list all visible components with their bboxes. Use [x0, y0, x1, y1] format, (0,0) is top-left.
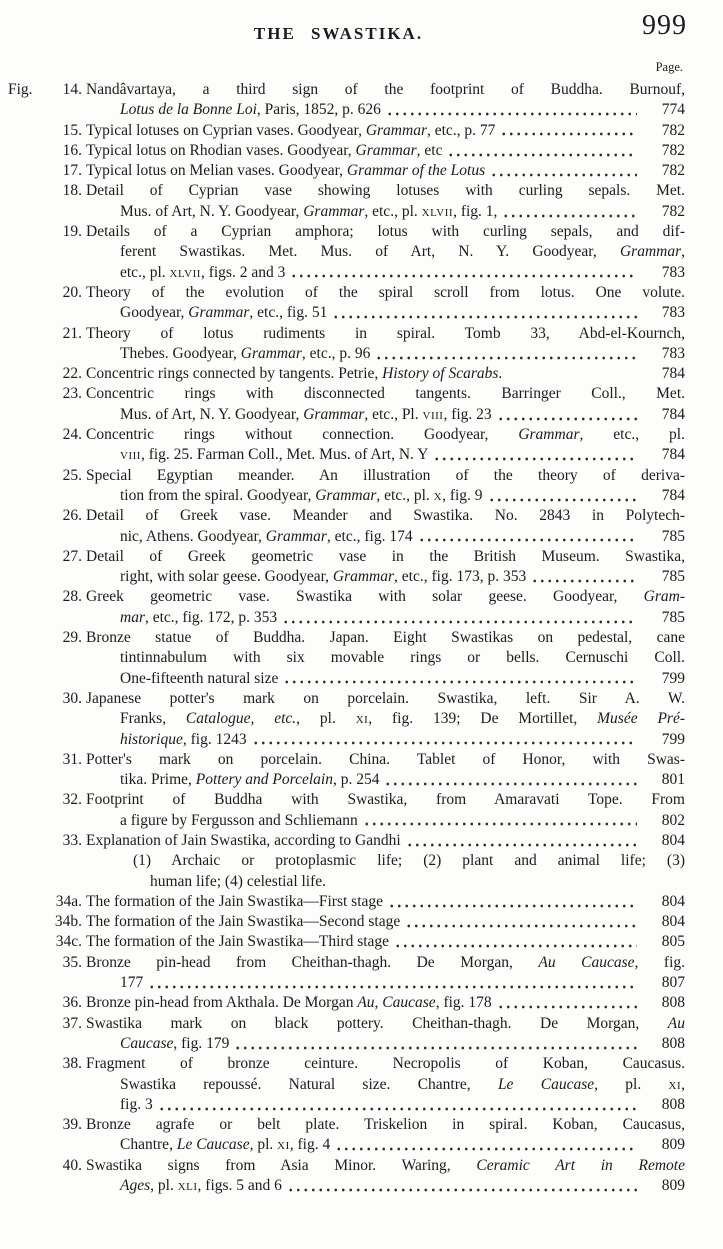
entry-line [62, 506, 685, 526]
figure-entry-24 [62, 425, 685, 466]
entry-line [86, 1034, 685, 1054]
entry-text: Mus. of Art, N. Y. Goodyear, Grammar, etc., pl. xlvii, fig. 1, [120, 202, 498, 220]
entry-text: One-fifteenth natural size [120, 669, 279, 687]
figure-number: 33. [62, 831, 82, 849]
page-ref: 785 [661, 568, 685, 586]
entry-line [86, 1135, 685, 1155]
figure-entry-39 [62, 1115, 685, 1156]
figure-number: 28. [62, 588, 82, 606]
figure-number: 34a. [55, 892, 82, 910]
dot-leader [282, 608, 637, 628]
entry-line [86, 445, 685, 465]
entry-line [86, 100, 685, 120]
figure-number: 23. [62, 385, 82, 403]
figure-number: 34c. [55, 933, 82, 951]
entry-text: Bronze pin-head from Cheithan-thagh. De Morgan, Au Caucase, fig. [86, 953, 685, 971]
page-ref: 783 [661, 304, 685, 322]
folio-page-number: 999 [642, 10, 687, 41]
figure-entry-31 [62, 750, 685, 791]
entry-line [55, 932, 685, 952]
entry-text: Detail of Greek geometric vase in the British Museum. Swastika, [86, 547, 685, 565]
dot-leader [497, 405, 637, 425]
page-ref: 784 [661, 365, 685, 383]
figure-number: 27. [62, 547, 82, 565]
dot-leader [332, 303, 637, 323]
page-ref: 808 [661, 1095, 685, 1113]
entry-line [86, 730, 685, 750]
figure-number: 24. [62, 426, 82, 444]
entry-text: mar, etc., fig. 172, p. 353 [120, 608, 278, 626]
figure-entry-37 [62, 1014, 685, 1055]
page-ref: 782 [661, 121, 685, 139]
entry-text: (1) Archaic or protoplasmic life; (2) plant and animal life; (3) [133, 852, 685, 870]
entry-line [86, 608, 685, 628]
figure-entry-36 [62, 993, 685, 1013]
page-ref: 809 [661, 1177, 685, 1195]
entry-line [62, 1156, 685, 1176]
entry-line [62, 181, 685, 201]
figure-entry-28 [62, 587, 685, 628]
entry-line [62, 628, 685, 648]
figure-number: 35. [62, 953, 82, 971]
figure-number: 26. [62, 507, 82, 525]
entry-text: ferent Swastikas. Met. Mus. of Art, N. Y. Goodyear, Grammar, [120, 243, 685, 261]
entry-line [86, 263, 685, 283]
fig-column-label: Fig. [8, 81, 33, 98]
entry-text: Typical lotuses on Cyprian vases. Goodyear, Grammar, etc., p. 77 [86, 121, 496, 139]
entry-text: Swastika signs from Asia Minor. Waring, Ceramic Art in Remote [86, 1156, 685, 1174]
dot-leader [500, 121, 637, 141]
page-ref: 804 [661, 831, 685, 849]
figure-number: 34b. [54, 913, 82, 931]
entry-text: The formation of the Jain Swastika—Third stage [86, 933, 390, 951]
figure-number: 17. [62, 162, 82, 180]
entry-text: Bronze agrafe or belt plate. Triskelion in spiral. Koban, Caucasus, [86, 1116, 685, 1134]
entry-text: right, with solar geese. Goodyear, Grammar, etc., fig. 173, p. 353 [120, 568, 527, 586]
entry-line [86, 811, 685, 831]
entry-text: Nandâvartaya, a third sign of the footprint of Buddha. Burnouf, [86, 81, 685, 98]
dot-leader [287, 1176, 637, 1196]
page-ref: 783 [661, 344, 685, 362]
dot-leader [363, 811, 637, 831]
entry-text: Typical lotus on Rhodian vases. Goodyear, Grammar, etc [86, 141, 443, 159]
figure-entry-18 [62, 181, 685, 222]
entry-text: Theory of lotus rudiments in spiral. Tomb 33, Abd-el-Kournch, [86, 324, 685, 342]
dot-leader [388, 892, 637, 912]
figure-entry-34a [55, 892, 685, 912]
figure-number: 29. [62, 629, 82, 647]
entry-line [62, 384, 685, 404]
entry-line [86, 405, 685, 425]
entry-line [62, 689, 685, 709]
entry-text: Theory of the evolution of the spiral scroll from lotus. One volute. [86, 283, 685, 301]
page-ref: 783 [661, 263, 685, 281]
figure-entry-20 [62, 283, 685, 324]
figure-entry-40 [62, 1156, 685, 1197]
entry-line [86, 1095, 685, 1115]
entry-line [86, 486, 685, 506]
entry-line [62, 790, 685, 810]
dot-leader [386, 100, 637, 120]
page-ref: 785 [661, 608, 685, 626]
page-ref: 782 [661, 141, 685, 159]
entry-text: Potter's mark on porcelain. China. Tablet of Honor, with Swas- [86, 750, 685, 768]
dot-leader [502, 202, 637, 222]
figure-entry-17 [62, 161, 685, 181]
figure-entry-33 [62, 831, 685, 892]
dot-leader [405, 912, 637, 932]
entry-text: Bronze statue of Buddha. Japan. Eight Swastikas on pedestal, cane [86, 629, 685, 647]
entry-line [86, 872, 685, 892]
figure-entry-32 [62, 790, 685, 831]
figure-number: 37. [62, 1014, 82, 1032]
entry-line [62, 324, 685, 344]
page-header [0, 0, 723, 58]
dot-leader [384, 770, 637, 790]
page-ref: 774 [661, 101, 685, 119]
entry-line [62, 953, 685, 973]
entry-line [86, 1176, 685, 1196]
entry-line [86, 527, 685, 547]
figure-number: 31. [62, 750, 82, 768]
entry-text: Mus. of Art, N. Y. Goodyear, Grammar, etc., Pl. viii, fig. 23 [120, 405, 492, 423]
dot-leader [490, 161, 637, 181]
entry-text: 177 [120, 974, 144, 992]
entry-line [86, 567, 685, 587]
dot-leader [418, 527, 637, 547]
entry-text: The formation of the Jain Swastika—Second stage [86, 913, 401, 931]
entry-line [86, 1075, 685, 1095]
figure-number: 30. [62, 689, 82, 707]
figure-entry-22 [62, 364, 685, 384]
figure-entry-29 [62, 628, 685, 689]
entry-line [86, 242, 685, 262]
entry-line [54, 912, 685, 932]
entry-line [62, 364, 685, 384]
figure-number: 22. [62, 365, 82, 383]
entry-text: tion from the spiral. Goodyear, Grammar, etc., pl. x, fig. 9 [120, 486, 483, 504]
entry-line [86, 851, 685, 871]
page-ref: 784 [661, 446, 685, 464]
figure-entry-19 [62, 222, 685, 283]
entry-line [62, 222, 685, 242]
entry-text: Swastika mark on black pottery. Cheithan-thagh. De Morgan, Au [86, 1014, 685, 1032]
dot-leader [283, 669, 637, 689]
figure-number: 36. [62, 994, 82, 1012]
entry-line [55, 892, 685, 912]
dot-leader [433, 445, 637, 465]
entry-text: Thebes. Goodyear, Grammar, etc., p. 96 [120, 344, 371, 362]
entry-text: The formation of the Jain Swastika—First stage [86, 892, 384, 910]
figure-number: 39. [62, 1116, 82, 1134]
page-ref: 784 [661, 486, 685, 504]
figure-number: 38. [62, 1055, 82, 1073]
dot-leader [394, 932, 637, 952]
entry-line [86, 669, 685, 689]
entry-text: tintinnabulum with six movable rings or bells. Cernuschi Coll. [120, 649, 685, 667]
entry-text: Typical lotus on Melian vases. Goodyear, Grammar of the Lotus [86, 162, 486, 180]
figure-entry-21 [62, 324, 685, 365]
page-ref: 804 [661, 913, 685, 931]
page-column-label: Page. [655, 60, 683, 74]
entry-text: Fragment of bronze ceinture. Necropolis of Koban, Caucasus. [86, 1055, 685, 1073]
dot-leader [290, 263, 637, 283]
entry-text: Greek geometric vase. Swastika with solar geese. Goodyear, Gram- [86, 588, 685, 606]
entry-text: nic, Athens. Goodyear, Grammar, etc., fig. 174 [120, 527, 413, 545]
page-ref: 809 [661, 1136, 685, 1154]
dot-leader [252, 730, 637, 750]
dot-leader [335, 1135, 637, 1155]
dot-leader [531, 567, 637, 587]
list-of-figures [8, 80, 686, 1196]
entry-text: etc., pl. xlvii, figs. 2 and 3 [120, 263, 286, 281]
entry-text: Concentric rings without connection. Goodyear, Grammar, etc., pl. [86, 426, 685, 444]
entry-text: Detail of Cyprian vase showing lotuses with curling sepals. Met. [86, 182, 685, 200]
entry-text: Footprint of Buddha with Swastika, from Amaravati Tope. From [86, 791, 685, 809]
entry-text: Bronze pin-head from Akthala. De Morgan Au, Caucase, fig. 178 [86, 994, 492, 1012]
figure-entry-38 [62, 1054, 686, 1115]
dot-leader [497, 993, 637, 1013]
entry-line [62, 1014, 685, 1034]
page-ref: 802 [661, 811, 685, 829]
page-ref: 801 [661, 771, 685, 789]
page-ref: 785 [661, 527, 685, 545]
figure-entry-26 [62, 506, 685, 547]
entry-text: Special Egyptian meander. An illustration of the theory of deriva- [86, 466, 685, 484]
page-ref: 808 [661, 994, 685, 1012]
leader-spacer [507, 364, 637, 384]
entry-line [86, 973, 685, 993]
entry-text: fig. 3 [120, 1095, 153, 1113]
entry-line [62, 750, 685, 770]
page-ref: 808 [661, 1034, 685, 1052]
figure-number: 15. [62, 121, 82, 139]
page-ref: 799 [661, 669, 685, 687]
entry-line [86, 202, 685, 222]
entry-line [86, 770, 685, 790]
figure-entry-34c [55, 932, 685, 952]
entry-text: Concentric rings connected by tangents. Petrie, History of Scarabs. [86, 365, 503, 383]
entry-text: Concentric rings with disconnected tangents. Barringer Coll., Met. [86, 385, 685, 403]
figure-entry-30 [62, 689, 685, 750]
figure-entry-16 [62, 141, 685, 161]
figure-number: 18. [62, 182, 82, 200]
dot-leader [234, 1034, 637, 1054]
entry-text: historique, fig. 1243 [120, 730, 247, 748]
entry-line [62, 547, 685, 567]
page-ref: 782 [661, 202, 685, 220]
figure-number: Fig. 14. [8, 80, 82, 100]
entry-line [62, 831, 685, 851]
page-ref: 805 [661, 933, 685, 951]
entry-text: Swastika repoussé. Natural size. Chantre, Le Caucase, pl. xi, [120, 1075, 686, 1093]
figure-entry-15 [62, 121, 685, 141]
entry-text: a figure by Fergusson and Schliemann [120, 811, 358, 829]
entry-text: human life; (4) celestial life. [150, 872, 327, 890]
figure-number: 21. [62, 324, 82, 342]
entry-line [86, 344, 685, 364]
running-title: THE SWASTIKA. [253, 24, 424, 43]
dot-leader [158, 1095, 637, 1115]
entry-text: Lotus de la Bonne Loi, Paris, 1852, p. 626 [120, 101, 381, 119]
page-ref: 784 [661, 405, 685, 423]
entry-line [86, 303, 685, 323]
entry-line [62, 121, 685, 141]
entry-text: Franks, Catalogue, etc., pl. xi, fig. 139; De Mortillet, Musée Pré- [120, 710, 685, 728]
entry-line [62, 466, 685, 486]
figure-entry-35 [62, 953, 685, 994]
entry-text: Chantre, Le Caucase, pl. xi, fig. 4 [120, 1136, 331, 1154]
figure-number: 16. [62, 141, 82, 159]
entry-text: Explanation of Jain Swastika, according to Gandhi [86, 831, 401, 849]
entry-line [62, 425, 685, 445]
entry-text: tika. Prime, Pottery and Porcelain, p. 254 [120, 771, 380, 789]
entry-line [8, 80, 685, 100]
page-ref: 807 [661, 974, 685, 992]
entry-line [62, 161, 685, 181]
page-ref: 799 [661, 730, 685, 748]
page-ref: 804 [661, 892, 685, 910]
entry-text: Japanese potter's mark on porcelain. Swastika, left. Sir A. W. [86, 689, 685, 707]
figure-number: 32. [62, 791, 82, 809]
figure-entry-34b [54, 912, 685, 932]
entry-line [86, 648, 685, 668]
figure-entry-14 [8, 80, 685, 121]
dot-leader [488, 486, 637, 506]
entry-text: Detail of Greek vase. Meander and Swastika. No. 2843 in Polytech- [86, 507, 685, 525]
dot-leader [375, 344, 637, 364]
entry-text: Goodyear, Grammar, etc., fig. 51 [120, 304, 328, 322]
entry-line [62, 283, 685, 303]
entry-line [62, 587, 685, 607]
entry-line [62, 1054, 685, 1074]
figure-entry-25 [62, 466, 685, 507]
dot-leader [148, 973, 637, 993]
entry-text: Caucase, fig. 179 [120, 1034, 230, 1052]
entry-text: viii, fig. 25. Farman Coll., Met. Mus. of Art, N. Y [120, 446, 429, 464]
entry-line [62, 1115, 685, 1135]
dot-leader [447, 141, 637, 161]
figure-number: 19. [62, 223, 82, 241]
figure-number: 25. [62, 466, 82, 484]
page-ref: 782 [661, 162, 685, 180]
entry-text: Details of a Cyprian amphora; lotus with curling sepals, and dif- [86, 223, 685, 241]
entry-line [62, 141, 685, 161]
figure-entry-23 [62, 384, 685, 425]
figure-entry-27 [62, 547, 685, 588]
entry-line [86, 709, 685, 729]
dot-leader [406, 831, 637, 851]
figure-number: 40. [62, 1156, 82, 1174]
entry-line [62, 993, 685, 1013]
figure-number: 20. [62, 283, 82, 301]
entry-text: Ages, pl. xli, figs. 5 and 6 [120, 1177, 282, 1195]
